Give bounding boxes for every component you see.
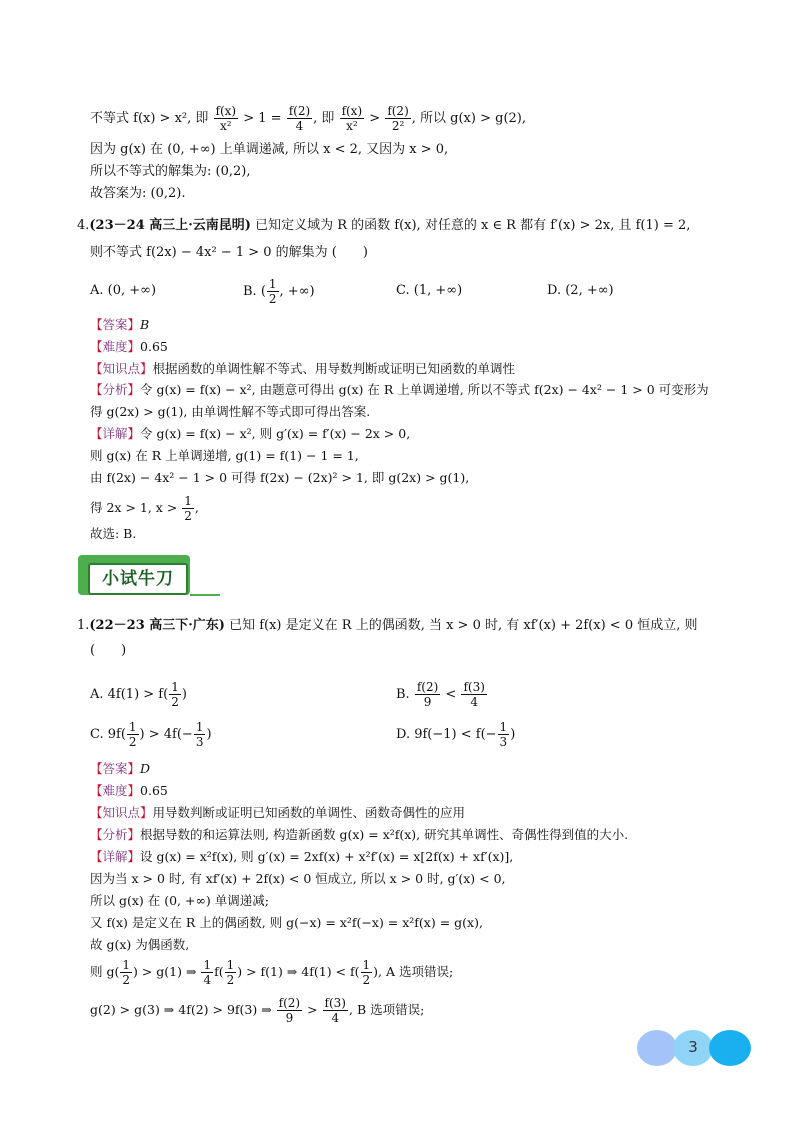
- answer-tag: 【答案】: [90, 317, 141, 332]
- q4-knowledge: 【知识点】根据函数的单调性解不等式、用导数判断或证明已知函数的单调性: [90, 361, 516, 376]
- fraction: $\frac{1}{2}$: [171, 680, 179, 709]
- q1-detail-7: g(2) > g(3) ⇒ 4f(2) > 9f(3) ⇒ $\frac{f(2)}{9}$ > $\frac{f(3)}{4}$ , B 选项错误;: [90, 996, 425, 1025]
- knowledge-tag: 【知识点】: [90, 805, 153, 820]
- q1-detail-6: 则 g( $\frac{1}{2}$ ) > g(1) ⇒ $\frac{1}{4}$ f( $\frac{1}{2}$ ) > f(1) ⇒ 4f(1) < f( $\frac{1}{2}$ ), A 选项错误;: [90, 958, 454, 987]
- q1-knowledge: 【知识点】用导数判断或证明已知函数的单调性、函数奇偶性的应用: [90, 805, 466, 820]
- fraction: $\frac{1}{2}$: [184, 494, 192, 523]
- page-badge-circle-left: [637, 1030, 677, 1066]
- fraction: $\frac{1}{2}$: [268, 277, 277, 306]
- detail-tag: 【详解】: [90, 849, 141, 864]
- q1-stem-line-1: 1.(22－23 高三下·广东) 已知 f(x) 是定义在 R 上的偶函数, 当 x > 0 时, 有 xf′(x) + 2f(x) < 0 恒成立, 则: [77, 618, 698, 633]
- q4-stem-line-2: 则不等式 f(2x) − 4x² − 1 > 0 的解集为 ( ): [90, 245, 368, 260]
- q1-option-a: A. 4f(1) > f( $\frac{1}{2}$ ): [90, 680, 187, 709]
- fraction: $\frac{f(3)}{4}$: [324, 996, 346, 1025]
- q1-option-b: B. $\frac{f(2)}{9}$ < $\frac{f(3)}{4}$: [396, 680, 485, 709]
- top-line-2: 因为 g(x) 在 (0, +∞) 上单调递减, 所以 x < 2, 又因为 x > 0,: [90, 142, 449, 157]
- q1-option-c: C. 9f( $\frac{1}{2}$ ) > 4f(− $\frac{1}{3}$ ): [90, 720, 212, 749]
- q1-stem-line-2: ( ): [90, 643, 127, 658]
- section-banner-rule: [190, 594, 220, 596]
- top-line-1: 不等式 f(x) > x², 即 $\frac{f(x)}{\text{x²}}$ > 1 = $\frac{f(2)}{4}$ , 即 $\frac{f(x)}{\text{x²}}$ > $\frac{f(2)}{\text{2²}}$ , 所以 g(x) > g(2),: [90, 104, 526, 133]
- q4-answer: 【答案】B: [90, 317, 150, 332]
- analysis-tag: 【分析】: [90, 827, 141, 842]
- question-source: (23－24 高三上·云南昆明): [89, 218, 251, 233]
- fraction: $\frac{1}{2}$: [362, 958, 371, 987]
- question-source: (22－23 高三下·广东): [89, 618, 225, 633]
- top-line-4: 故答案为: (0,2).: [90, 186, 186, 201]
- q4-stem-line-1: 4.(23－24 高三上·云南昆明) 已知定义域为 R 的函数 f(x), 对任意的 x ∈ R 都有 f′(x) > 2x, 且 f(1) = 2,: [77, 218, 691, 233]
- fraction: $\frac{f(2)}{9}$: [278, 996, 301, 1025]
- fraction: $\frac{f(x)}{\text{x²}}$: [215, 104, 237, 133]
- q1-detail-1: 【详解】设 g(x) = x²f(x), 则 g′(x) = 2xf(x) + x²f′(x) = x[2f(x) + xf′(x)],: [90, 849, 514, 864]
- q4-analysis-1: 【分析】令 g(x) = f(x) − x², 由题意可得出 g(x) 在 R 上单调递增, 所以不等式 f(2x) − 4x² − 1 > 0 可变形为: [90, 382, 709, 397]
- page-badge-circle-right: [709, 1030, 751, 1066]
- q1-detail-2: 因为当 x > 0 时, 有 xf′(x) + 2f(x) < 0 恒成立, 所以 x > 0 时, g′(x) < 0,: [90, 871, 506, 886]
- fraction: $\frac{1}{3}$: [195, 720, 204, 749]
- q4-difficulty: 【难度】0.65: [90, 339, 168, 354]
- fraction: $\frac{f(2)}{\text{2²}}$: [387, 104, 409, 133]
- q1-detail-5: 故 g(x) 为偶函数,: [90, 937, 190, 952]
- section-title: 小试牛刀: [88, 563, 188, 595]
- question-number: 1.: [77, 618, 90, 633]
- fraction: $\frac{1}{2}$: [226, 958, 235, 987]
- q1-option-d: D. 9f(−1) < f(− $\frac{1}{3}$ ): [396, 720, 516, 749]
- q1-difficulty: 【难度】0.65: [90, 783, 168, 798]
- q4-detail-1: 【详解】令 g(x) = f(x) − x², 则 g′(x) = f′(x) − 2x > 0,: [90, 426, 411, 441]
- q4-detail-4: 得 2x > 1, x > $\frac{1}{2}$ ,: [90, 494, 199, 523]
- q1-answer: 【答案】D: [90, 761, 151, 776]
- page-number: 3: [688, 1038, 698, 1056]
- top-line-3: 所以不等式的解集为: (0,2),: [90, 164, 251, 179]
- answer-tag: 【答案】: [90, 761, 141, 776]
- q1-detail-3: 所以 g(x) 在 (0, +∞) 单调递减;: [90, 893, 269, 908]
- fraction: $\frac{1}{2}$: [128, 720, 137, 749]
- q4-detail-5: 故选: B.: [90, 526, 137, 541]
- fraction: $\frac{1}{2}$: [122, 958, 130, 987]
- q4-option-d: D. (2, +∞): [547, 283, 614, 298]
- q4-detail-3: 由 f(2x) − 4x² − 1 > 0 可得 f(2x) − (2x)² > 1, 即 g(2x) > g(1),: [90, 470, 470, 485]
- q4-option-b: B. ( $\frac{1}{2}$ , +∞): [243, 277, 315, 306]
- q1-analysis: 【分析】根据导数的和运算法则, 构造新函数 g(x) = x²f(x), 研究其单调性、奇偶性得到值的大小.: [90, 827, 629, 842]
- q4-option-c: C. (1, +∞): [396, 283, 463, 298]
- knowledge-tag: 【知识点】: [90, 361, 153, 376]
- fraction: $\frac{1}{3}$: [499, 720, 508, 749]
- question-number: 4.: [77, 218, 90, 233]
- fraction: $\frac{f(2)}{4}$: [288, 104, 311, 133]
- q4-option-a: A. (0, +∞): [90, 283, 157, 298]
- detail-tag: 【详解】: [90, 426, 141, 441]
- fraction: $\frac{1}{4}$: [203, 958, 212, 987]
- fraction: $\frac{f(x)}{\text{x²}}$: [341, 104, 363, 133]
- q4-detail-2: 则 g(x) 在 R 上单调递增, g(1) = f(1) − 1 = 1,: [90, 448, 359, 463]
- difficulty-tag: 【难度】: [90, 783, 141, 798]
- fraction: $\frac{f(2)}{9}$: [416, 680, 439, 709]
- fraction: $\frac{f(3)}{4}$: [463, 680, 485, 709]
- q4-analysis-2: 得 g(2x) > g(1), 由单调性解不等式即可得出答案.: [90, 404, 371, 419]
- q1-detail-4: 又 f(x) 是定义在 R 上的偶函数, 则 g(−x) = x²f(−x) = x²f(x) = g(x),: [90, 915, 483, 930]
- difficulty-tag: 【难度】: [90, 339, 141, 354]
- analysis-tag: 【分析】: [90, 382, 141, 397]
